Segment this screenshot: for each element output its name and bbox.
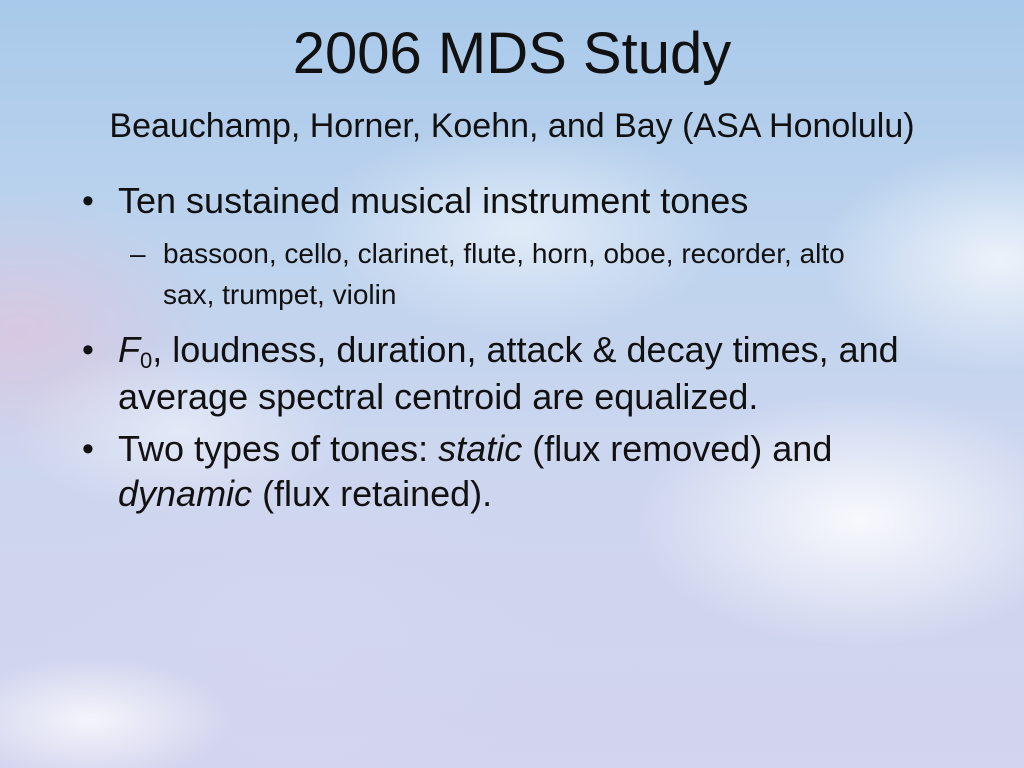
f0-subscript: 0 [140,348,153,373]
bullet-marker: • [82,430,94,468]
bullet-marker: • [82,182,94,220]
f0-variable: F [118,329,140,370]
bullet-3-post: (flux removed) and [522,428,833,469]
sub-bullet-marker: – [130,238,146,269]
slide-title: 2006 MDS Study [292,21,732,86]
bullet-3-pre: Two types of tones: [118,428,439,469]
static-term: static [438,428,523,469]
bullet-3-line-2-post: (flux retained). [252,473,493,514]
bullet-2-line-1 [118,327,899,373]
sub-bullet-line-2: sax, trumpet, violin [163,279,397,310]
bullet-1-text: Ten sustained musical instrument tones [118,180,749,221]
bullet-3-line-1 [118,426,832,472]
bullet-3-line-2 [118,471,492,517]
sub-bullet-line-1: bassoon, cello, clarinet, flute, horn, oboe, recorder, alto [163,238,845,269]
bullet-marker: • [82,331,94,369]
bullet-2-line-1-rest: , loudness, duration, attack & decay times, and [152,329,899,370]
dynamic-term: dynamic [118,473,253,514]
slide-subtitle: Beauchamp, Horner, Koehn, and Bay (ASA Honolulu) [109,107,915,145]
bullet-2-line-2: average spectral centroid are equalized. [118,376,759,417]
